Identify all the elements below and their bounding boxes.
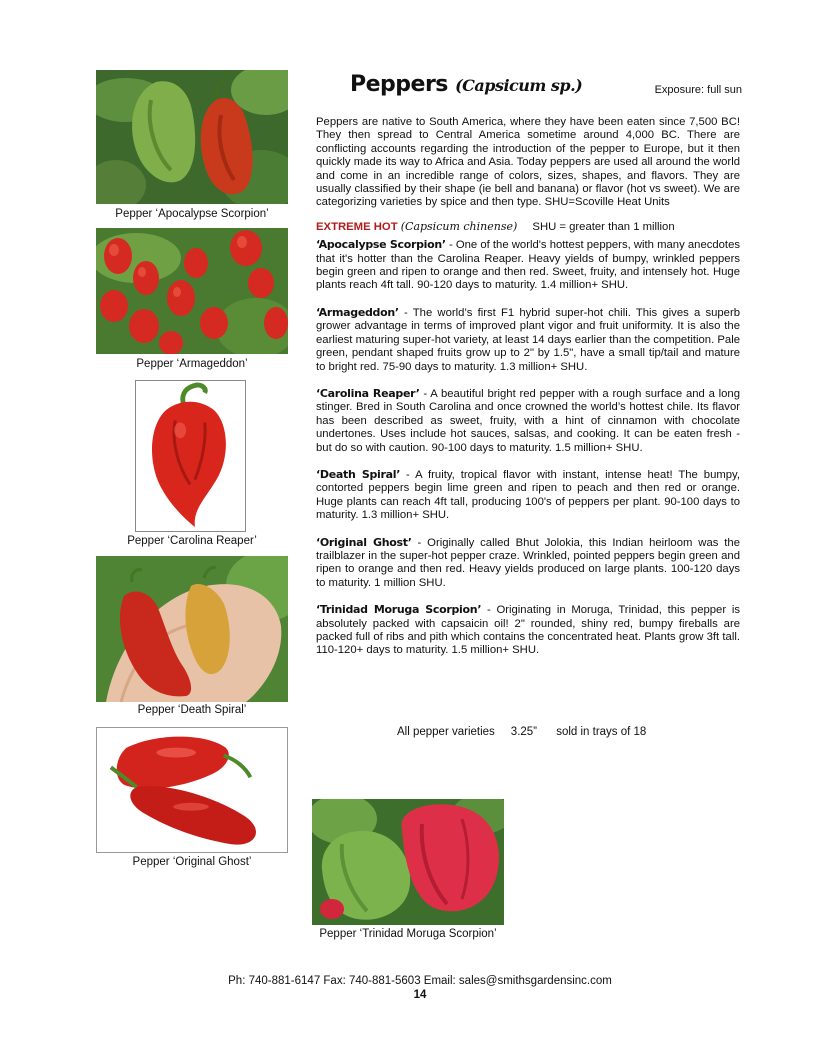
- photo-original-ghost: [96, 727, 288, 853]
- variety-carolina-reaper: [316, 387, 740, 455]
- photo-trinidad-moruga-scorpion: [312, 799, 504, 925]
- category-heading: [316, 220, 740, 234]
- variety-name: ‘Apocalypse Scorpion’: [316, 238, 446, 252]
- variety-trinidad-moruga-scorpion: [316, 603, 740, 658]
- variety-description: - One of the world's hottest peppers, with many anecdotes that it's hotter than the Carolina Reaper. Heavy yields of bumpy, wrinkled peppers begin green and ripen to orange and then red. Sweet, fruity, and intensely hot. Huge plants reach 4ft tall. 90-120 days to maturity. 1.4 million+ SHU.: [316, 239, 741, 292]
- category-scientific: (Capsicum chinense): [400, 219, 518, 233]
- category-shu: SHU = greater than 1 million: [532, 220, 675, 233]
- tray-size: 3.25”: [510, 726, 538, 738]
- title-scientific: (Capsicum sp.): [455, 76, 583, 95]
- variety-name: ‘Armageddon’: [316, 305, 399, 319]
- exposure-note: Exposure: full sun: [654, 84, 742, 96]
- page-title: [350, 72, 582, 97]
- variety-description: - A fruity, tropical flavor with instant, intense heat! The bumpy, contorted peppers begin lime green and ripen to peach and then red or orange. Huge plants can reach 4ft tall, producing 100's of peppers per plant. 90-100 days to maturity. 1.3 million+ SHU.: [316, 468, 740, 522]
- tray-info: [397, 726, 646, 738]
- variety-description: - The world’s first F1 hybrid super-hot chili. This gives a superb grower advantage in terms of improved plant vigor and fruit uniformity. It is also the earliest maturing super-hot variety, at least 14 days earlier than the competition. Pale green, pendant shaped fruits grow up to 2" by 1.5", have a small tip/tail and mature to bright red. 75-90 days to maturity. 1.3 million+ SHU.: [316, 306, 740, 373]
- variety-name: ‘Original Ghost’: [316, 535, 412, 549]
- caption-carolina-reaper: Pepper ‘Carolina Reaper’: [127, 535, 257, 547]
- footer-contact: Ph: 740-881-6147 Fax: 740-881-5603 Email: sales@smithsgardensinc.com: [228, 975, 612, 987]
- caption-death-spiral: Pepper ‘Death Spiral’: [137, 704, 247, 716]
- photo-apocalypse-scorpion: [96, 70, 288, 204]
- variety-original-ghost: [316, 536, 740, 591]
- photo-armageddon: [96, 228, 288, 354]
- main-content: [316, 116, 740, 671]
- variety-death-spiral: [316, 468, 740, 523]
- caption-trinidad-moruga-scorpion: Pepper ‘Trinidad Moruga Scorpion’: [319, 928, 497, 940]
- caption-original-ghost: Pepper ‘Original Ghost’: [132, 856, 252, 868]
- photo-death-spiral: [96, 556, 288, 702]
- variety-armageddon: [316, 306, 740, 374]
- title-common: Peppers: [350, 72, 448, 97]
- category-name: EXTREME HOT: [316, 220, 398, 233]
- page-header: [316, 72, 742, 106]
- variety-description: - A beautiful bright red pepper with a rough surface and a long stinger. Bred in South Carolina and once crowned the world’s hottest chile. Its flavor has been described as sweet, fruity, with a hint of cinnamon with chocolate undertones. Uses include hot sauces, salsas, and cooking. It can be eaten fresh - but do so with caution. 90-100 days to maturity. 1.5 million+ SHU.: [316, 387, 740, 454]
- tray-label: All pepper varieties: [397, 726, 495, 738]
- variety-description: - Originating in Moruga, Trinidad, this pepper is absolutely packed with capsaicin oil! 2" rounded, shiny red, bumpy fireballs are packed full of ribs and pith which contains the concentrated heat. Plants grow 3ft tall. 110-120+ days to maturity. 1.5 million+ SHU.: [316, 604, 740, 657]
- caption-apocalypse-scorpion: Pepper ‘Apocalypse Scorpion’: [115, 208, 269, 220]
- variety-apocalypse-scorpion: [316, 238, 740, 293]
- variety-name: ‘Carolina Reaper’: [316, 386, 420, 400]
- tray-sold: sold in trays of 18: [556, 726, 647, 738]
- variety-name: ‘Trinidad Moruga Scorpion’: [316, 603, 482, 617]
- page-number: 14: [413, 989, 427, 1001]
- photo-carolina-reaper: [135, 380, 246, 532]
- caption-armageddon: Pepper ‘Armageddon’: [136, 358, 248, 370]
- intro-paragraph: Peppers are native to South America, where they have been eaten since 7,500 BC! They then spread to Central America sometime around 4,000 BC. There are conflicting accounts regarding the introduction of the pepper to Europe, but it then quickly made its way to Africa and Asia. Today peppers are used all around the world and come in an incredible range of colors, sizes, shapes, and flavors. They are usually classified by their shape (ie bell and banana) or flavor (hot vs sweet). We are categorizing varieties by spice and then type. SHU=Scoville Heat Units: [316, 116, 740, 209]
- variety-description: - Originally called Bhut Jolokia, this Indian heirloom was the trailblazer in the super-hot pepper craze. Wrinkled, pointed peppers begin green and ripen to orange and then red. Heavy yields produced on large plants. 100-120 days to maturity. 1 million SHU.: [316, 536, 740, 589]
- variety-name: ‘Death Spiral’: [316, 467, 401, 481]
